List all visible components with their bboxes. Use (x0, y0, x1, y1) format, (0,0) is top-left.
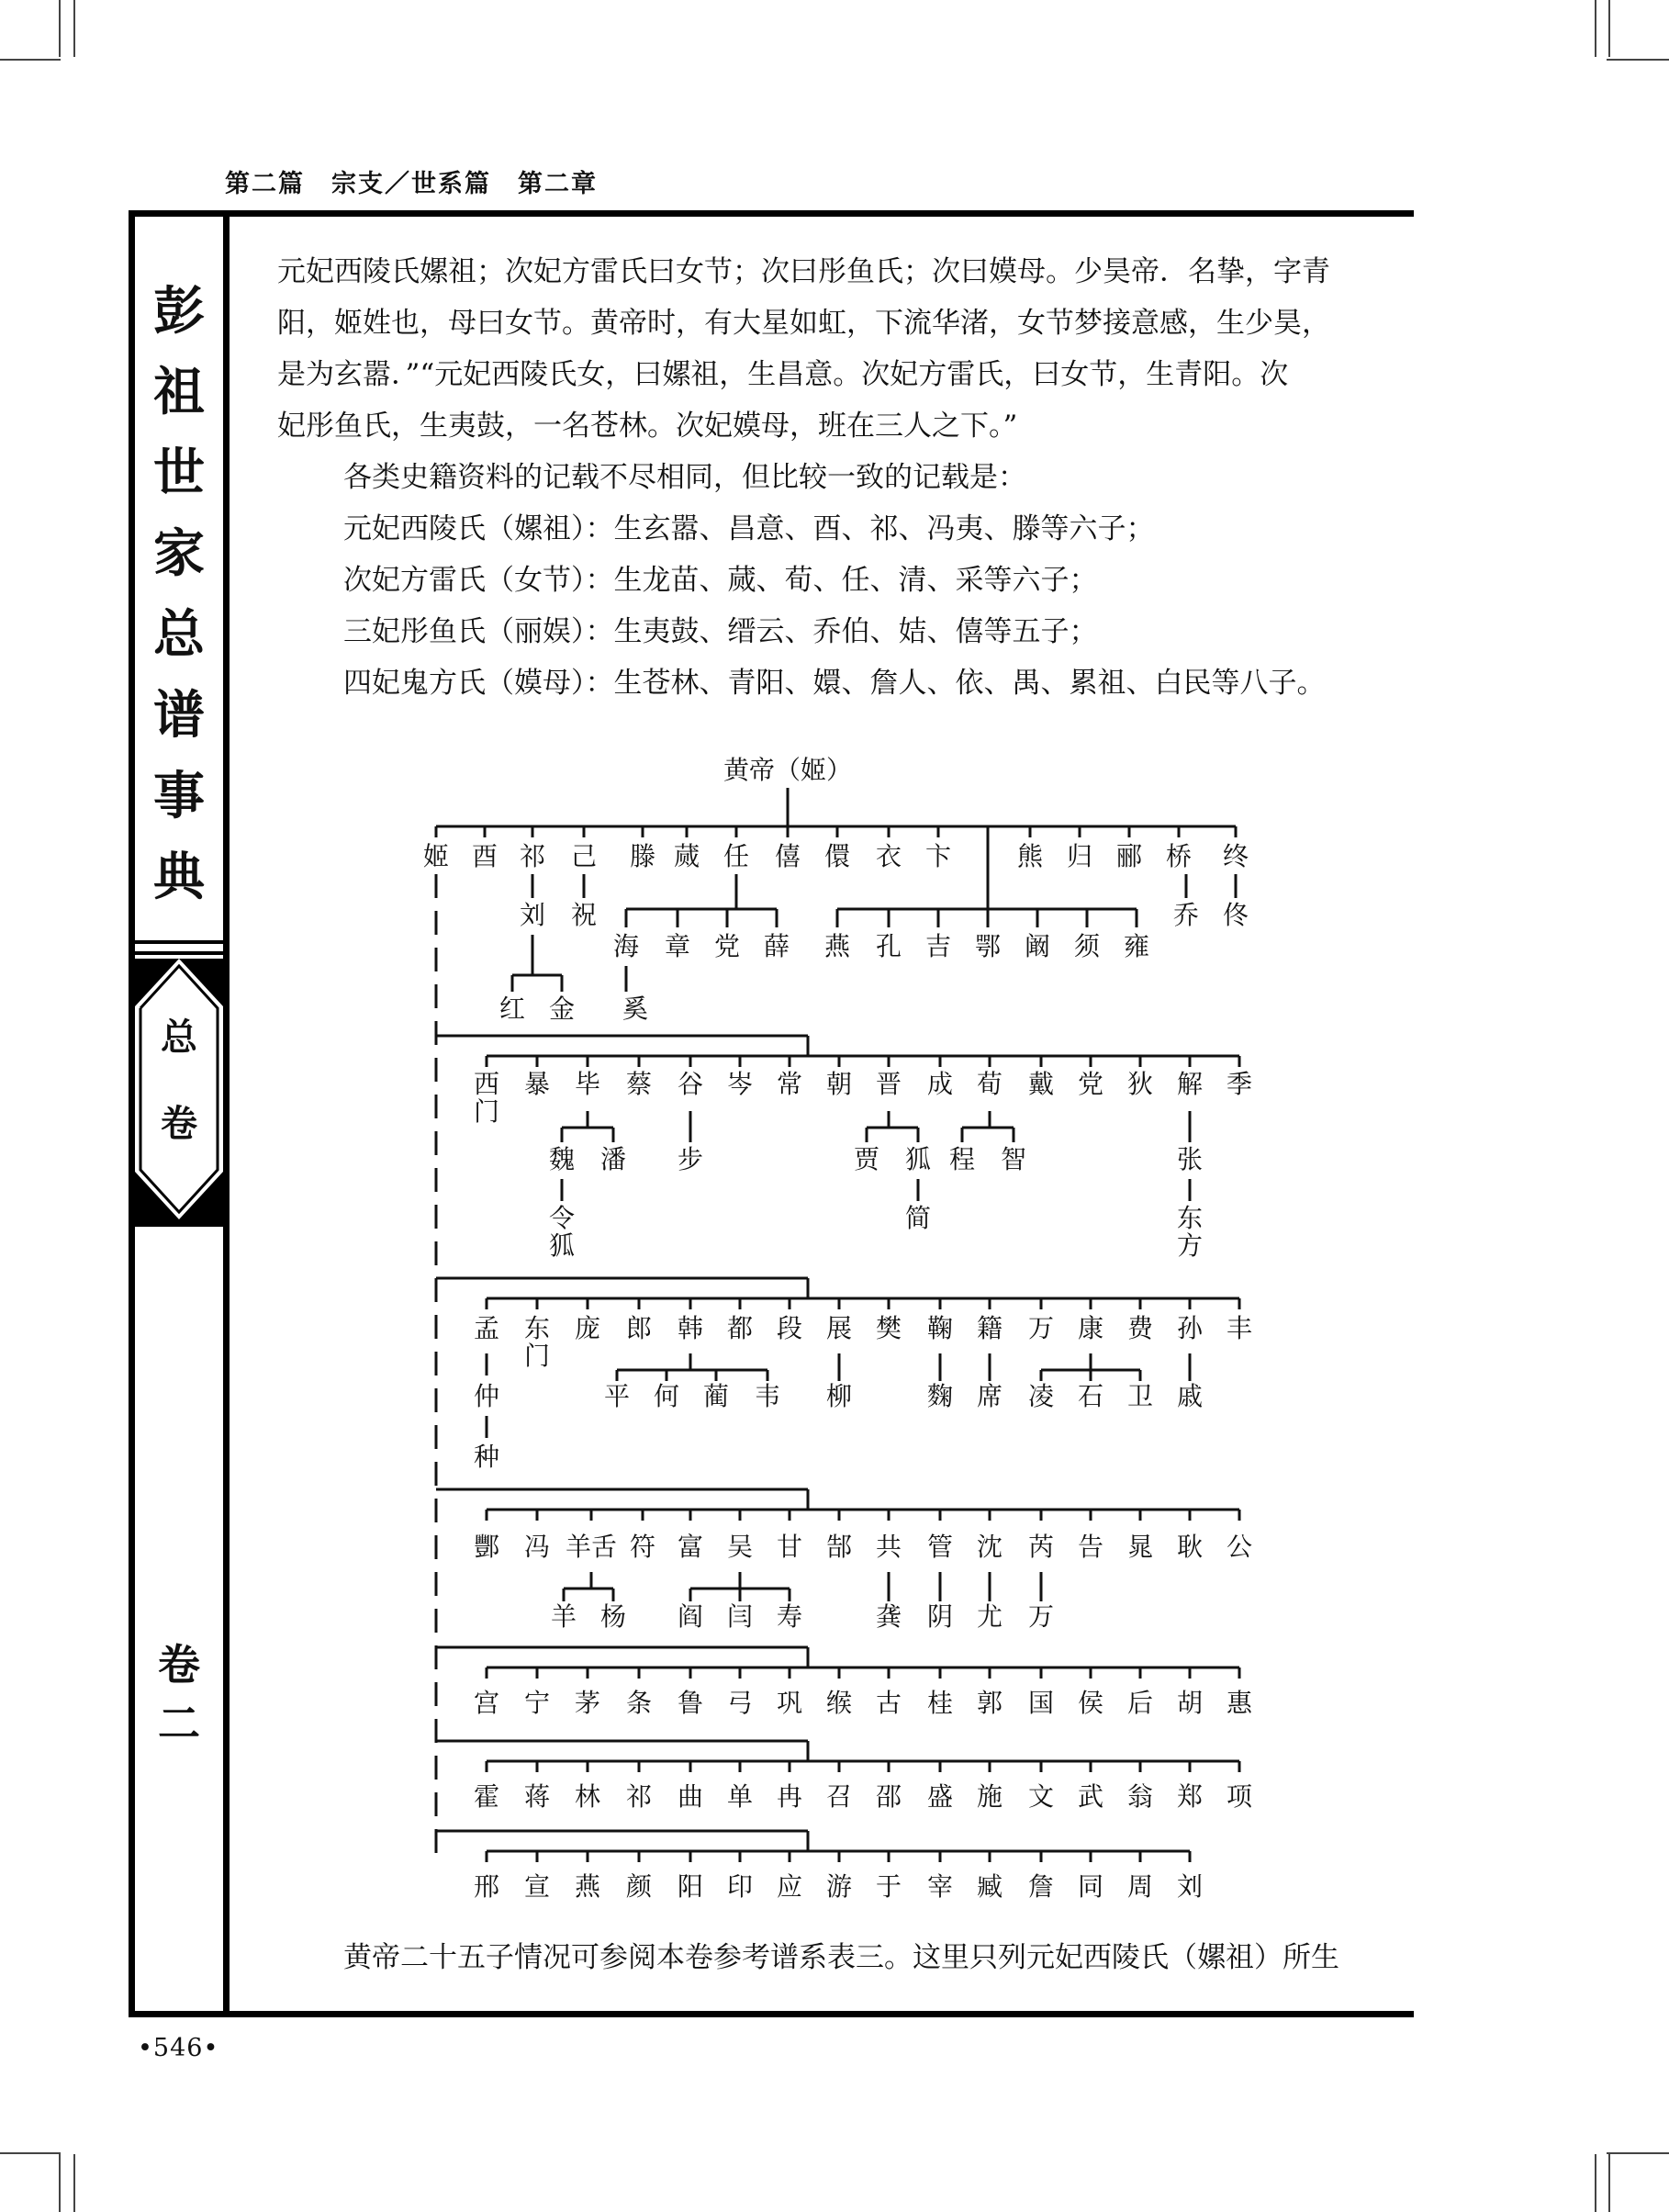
tree-node-gen2: 宁 (523, 1688, 551, 1718)
tree-node-gen2: 鲁 (677, 1688, 704, 1718)
tree-node-gen3: 奚 (622, 994, 649, 1024)
tree-node-gen4: 方 (1176, 1230, 1204, 1261)
tree-node-gen4: 令 (548, 1203, 576, 1233)
tree-node-gen2: 祝 (570, 900, 598, 930)
tree-node-gen1: 郦 (1115, 841, 1143, 871)
tree-root-label: 黄帝（姬） (722, 755, 853, 785)
tree-node-gen2: 阚 (1024, 931, 1051, 961)
tree-node-gen1: 己 (570, 841, 598, 871)
tree-node-gen2: 门 (523, 1341, 551, 1371)
tree-node-gen2: 孔 (875, 931, 902, 961)
title-char: 谱 (153, 686, 205, 746)
tree-node-gen2: 盛 (926, 1781, 954, 1812)
tree-node-gen4: 东 (1176, 1203, 1204, 1233)
tree-node-gen2: 孙 (1176, 1313, 1204, 1343)
tree-node-gen3: 麴 (926, 1381, 954, 1411)
closing-line: 黄帝二十五子情况可参阅本卷参考谱系表三。这里只列元妃西陵氏（嫘祖）所生 (343, 1941, 1339, 1974)
tree-node-gen2: 茅 (574, 1688, 601, 1718)
tree-node-gen2: 侯 (1077, 1688, 1104, 1718)
tree-node-gen1: 归 (1066, 841, 1093, 871)
tree-node-gen2: 应 (776, 1871, 803, 1902)
tree-node-gen3: 魏 (548, 1144, 576, 1174)
tree-node-gen3: 红 (498, 994, 526, 1024)
tree-node-gen3: 何 (653, 1381, 680, 1411)
tree-node-gen1: 姬 (422, 841, 450, 871)
tree-node-gen2: 同 (1077, 1871, 1104, 1902)
tree-node-gen1: 儇 (823, 841, 851, 871)
tree-node-gen2: 共 (875, 1532, 902, 1562)
tree-node-gen2: 条 (625, 1688, 653, 1718)
badge-char: 卷 (161, 1103, 197, 1145)
tree-node-gen2: 霍 (473, 1781, 500, 1812)
tree-node-gen1: 祁 (519, 841, 546, 871)
tree-node-gen2: 翁 (1126, 1781, 1154, 1812)
title-char: 家 (153, 524, 205, 584)
tree-node-gen2: 祁 (625, 1781, 653, 1812)
tree-node-gen1: 卞 (924, 841, 952, 871)
tree-node-gen2: 郜 (825, 1532, 853, 1562)
tree-node-gen2: 章 (664, 931, 691, 961)
tree-node-gen2: 雍 (1123, 931, 1150, 961)
tree-node-gen3: 阎 (677, 1601, 704, 1632)
tree-node-gen2: 门 (473, 1096, 500, 1127)
tree-node-gen2: 单 (726, 1781, 754, 1812)
tree-node-gen1: 蒇 (673, 841, 700, 871)
tree-node-gen2: 庞 (574, 1313, 601, 1343)
tree-node-gen2: 刘 (1176, 1871, 1204, 1902)
volume-char: 二 (158, 1699, 200, 1748)
tree-node-gen3: 仲 (473, 1381, 500, 1411)
tree-node-gen2: 朝 (825, 1069, 853, 1099)
tree-node-gen2: 鄂 (974, 931, 1002, 961)
title-char: 祖 (153, 363, 205, 422)
tree-node-gen2: 符 (629, 1532, 656, 1562)
tree-node-gen3: 柳 (825, 1381, 853, 1411)
tree-node-gen2: 阳 (677, 1871, 704, 1902)
tree-node-gen2: 国 (1027, 1688, 1055, 1718)
tree-node-gen2: 林 (574, 1781, 601, 1812)
tree-node-gen2: 康 (1077, 1313, 1104, 1343)
tree-node-gen2: 于 (875, 1871, 902, 1902)
tree-node-gen2: 常 (776, 1069, 803, 1099)
title-char: 事 (153, 767, 205, 826)
badge-char: 总 (161, 1016, 197, 1059)
tree-node-gen2: 燕 (574, 1871, 601, 1902)
tree-node-gen2: 费 (1126, 1313, 1154, 1343)
tree-node-gen2: 印 (726, 1871, 754, 1902)
title-char: 彭 (153, 282, 205, 342)
tree-node-gen3: 卫 (1126, 1381, 1154, 1411)
tree-node-gen1: 衣 (875, 841, 902, 871)
tree-node-gen2: 樊 (875, 1313, 902, 1343)
tree-node-gen2: 弓 (726, 1688, 754, 1718)
tree-node-gen1: 终 (1222, 841, 1249, 871)
tree-node-gen2: 宣 (523, 1871, 551, 1902)
tree-node-gen2: 荀 (976, 1069, 1003, 1099)
text-line: 妃彤鱼氏，生夷鼓，一名苍林。次妃嫫母，班在三人之下。” (277, 410, 1018, 443)
tree-node-gen2: 解 (1176, 1069, 1204, 1099)
tree-node-gen3: 凌 (1027, 1381, 1055, 1411)
tree-node-gen1: 桥 (1165, 841, 1193, 871)
text-line: 各类史籍资料的记载不尽相同，但比较一致的记载是： (343, 461, 1026, 494)
tree-node-gen3: 潘 (599, 1144, 627, 1174)
tree-node-gen3: 席 (976, 1381, 1003, 1411)
tree-node-gen2: 郎 (625, 1313, 653, 1343)
tree-node-gen2: 邢 (473, 1871, 500, 1902)
tree-node-gen3: 智 (1000, 1144, 1027, 1174)
tree-node-gen3: 蔺 (702, 1381, 730, 1411)
tree-node-gen2: 万 (1027, 1313, 1055, 1343)
tree-node-gen2: 宫 (473, 1688, 500, 1718)
text-line: 四妃鬼方氏（嫫母）：生苍林、青阳、嬛、詹人、依、禺、累祖、白民等八子。 (343, 667, 1326, 700)
text-line: 次妃方雷氏（女节）：生龙苗、蒇、荀、任、清、采等六子； (343, 564, 1098, 597)
page-number: •546• (138, 2034, 219, 2062)
tree-node-gen2: 邵 (875, 1781, 902, 1812)
tree-node-gen2: 谷 (677, 1069, 704, 1099)
title-char: 典 (153, 848, 205, 907)
tree-node-gen2: 羊舌 (565, 1532, 618, 1562)
tree-node-gen3: 阴 (926, 1601, 954, 1632)
tree-node-gen2: 古 (875, 1688, 902, 1718)
tree-node-gen2: 冯 (523, 1532, 551, 1562)
tree-node-gen3: 狐 (904, 1144, 932, 1174)
tree-node-gen2: 展 (825, 1313, 853, 1343)
tree-node-gen2: 惠 (1226, 1688, 1253, 1718)
tree-node-gen2: 都 (726, 1313, 754, 1343)
tree-node-gen2: 须 (1073, 931, 1101, 961)
tree-node-gen3: 万 (1027, 1601, 1055, 1632)
tree-node-gen2: 成 (926, 1069, 954, 1099)
tree-node-gen2: 孟 (473, 1313, 500, 1343)
tree-node-gen2: 芮 (1027, 1532, 1055, 1562)
tree-node-gen3: 戚 (1176, 1381, 1204, 1411)
tree-node-gen2: 曲 (677, 1781, 704, 1812)
tree-node-gen4: 种 (473, 1442, 500, 1472)
tree-node-gen2: 施 (976, 1781, 1003, 1812)
tree-node-gen2: 狄 (1126, 1069, 1154, 1099)
tree-node-gen3: 杨 (599, 1601, 627, 1632)
tree-node-gen2: 酆 (473, 1532, 500, 1562)
tree-node-gen3: 贾 (853, 1144, 880, 1174)
tree-node-gen2: 乔 (1172, 900, 1200, 930)
tree-node-gen2: 毕 (574, 1069, 601, 1099)
text-line: 三妃彤鱼氏（丽娱）：生夷鼓、缙云、乔伯、姞、僖等五子； (343, 615, 1098, 648)
tree-node-gen2: 甘 (776, 1532, 803, 1562)
tree-node-gen3: 韦 (754, 1381, 781, 1411)
tree-node-gen2: 公 (1226, 1532, 1253, 1562)
tree-node-gen4: 狐 (548, 1230, 576, 1261)
tree-node-gen2: 胡 (1176, 1688, 1204, 1718)
tree-node-gen2: 吴 (726, 1532, 754, 1562)
tree-node-gen2: 文 (1027, 1781, 1055, 1812)
tree-node-gen2: 刘 (519, 900, 546, 930)
tree-node-gen2: 告 (1077, 1532, 1104, 1562)
tree-node-gen3: 寿 (776, 1601, 803, 1632)
tree-node-gen2: 武 (1077, 1781, 1104, 1812)
tree-node-gen3: 张 (1176, 1144, 1204, 1174)
text-line: 元妃西陵氏嫘祖；次妃方雷氏曰女节；次曰彤鱼氏；次曰嫫母。少昊帝．名挚，字青 (277, 255, 1330, 288)
tree-node-gen2: 富 (677, 1532, 704, 1562)
tree-node-gen2: 党 (713, 931, 741, 961)
tree-node-gen2: 缑 (825, 1688, 853, 1718)
tree-node-gen2: 岑 (726, 1069, 754, 1099)
tree-node-gen3: 羊 (550, 1601, 577, 1632)
tree-node-gen2: 丰 (1226, 1313, 1253, 1343)
tree-node-gen2: 东 (523, 1313, 551, 1343)
tree-node-gen1: 滕 (629, 841, 656, 871)
tree-node-gen2: 段 (776, 1313, 803, 1343)
tree-node-gen2: 海 (612, 931, 640, 961)
tree-node-gen2: 后 (1126, 1688, 1154, 1718)
running-head: 第二篇 宗支／世系篇 第二章 (225, 170, 598, 198)
tree-node-gen3: 步 (677, 1144, 704, 1174)
tree-node-gen2: 燕 (823, 931, 851, 961)
tree-node-gen2: 鞠 (926, 1313, 954, 1343)
tree-node-gen2: 籍 (976, 1313, 1003, 1343)
tree-node-gen2: 季 (1226, 1069, 1253, 1099)
tree-node-gen3: 程 (948, 1144, 976, 1174)
tree-node-gen3: 金 (548, 994, 576, 1024)
tree-node-gen2: 项 (1226, 1781, 1253, 1812)
tree-node-gen2: 吉 (924, 931, 952, 961)
title-char: 世 (153, 444, 205, 503)
tree-node-gen2: 薛 (763, 931, 790, 961)
text-line: 是为玄嚣．”“元妃西陵氏女，曰嫘祖，生昌意。次妃方雷氏，曰女节，生青阳。次 (277, 358, 1289, 391)
text-line: 元妃西陵氏（嫘祖）：生玄嚣、昌意、酉、祁、冯夷、滕等六子； (343, 512, 1155, 545)
tree-node-gen2: 冉 (776, 1781, 803, 1812)
tree-node-gen2: 暴 (523, 1069, 551, 1099)
tree-node-gen2: 耿 (1176, 1532, 1204, 1562)
tree-node-gen2: 桂 (926, 1688, 954, 1718)
tree-node-gen2: 戴 (1027, 1069, 1055, 1099)
volume-char: 卷 (158, 1640, 200, 1690)
tree-node-gen2: 西 (473, 1069, 500, 1099)
tree-node-gen2: 蔡 (625, 1069, 653, 1099)
tree-node-gen2: 巩 (776, 1688, 803, 1718)
text-line: 阳，姬姓也，母曰女节。黄帝时，有大星如虹，下流华渚，女节梦接意感，生少昊， (277, 307, 1330, 340)
tree-node-gen2: 颜 (625, 1871, 653, 1902)
tree-node-gen2: 游 (825, 1871, 853, 1902)
tree-node-gen2: 晁 (1126, 1532, 1154, 1562)
tree-node-gen2: 佟 (1222, 900, 1249, 930)
tree-node-gen4: 简 (904, 1203, 932, 1233)
tree-node-gen2: 沈 (976, 1532, 1003, 1562)
tree-node-gen2: 郑 (1176, 1781, 1204, 1812)
tree-node-gen1: 熊 (1016, 841, 1044, 871)
tree-node-gen2: 宰 (926, 1871, 954, 1902)
tree-node-gen3: 闫 (726, 1601, 754, 1632)
tree-node-gen2: 召 (825, 1781, 853, 1812)
tree-node-gen2: 郭 (976, 1688, 1003, 1718)
tree-node-gen2: 臧 (976, 1871, 1003, 1902)
tree-node-gen1: 僖 (774, 841, 801, 871)
tree-node-gen2: 周 (1126, 1871, 1154, 1902)
tree-node-gen3: 石 (1077, 1381, 1104, 1411)
tree-node-gen2: 党 (1077, 1069, 1104, 1099)
tree-node-gen2: 蒋 (523, 1781, 551, 1812)
tree-node-gen3: 尤 (976, 1601, 1003, 1632)
tree-node-gen2: 韩 (677, 1313, 704, 1343)
tree-node-gen2: 晋 (875, 1069, 902, 1099)
tree-node-gen1: 任 (722, 841, 750, 871)
tree-node-gen1: 酉 (471, 841, 498, 871)
tree-node-gen2: 詹 (1027, 1871, 1055, 1902)
tree-node-gen3: 龚 (875, 1601, 902, 1632)
tree-node-gen2: 管 (926, 1532, 954, 1562)
title-char: 总 (153, 605, 205, 665)
tree-node-gen3: 平 (603, 1381, 631, 1411)
